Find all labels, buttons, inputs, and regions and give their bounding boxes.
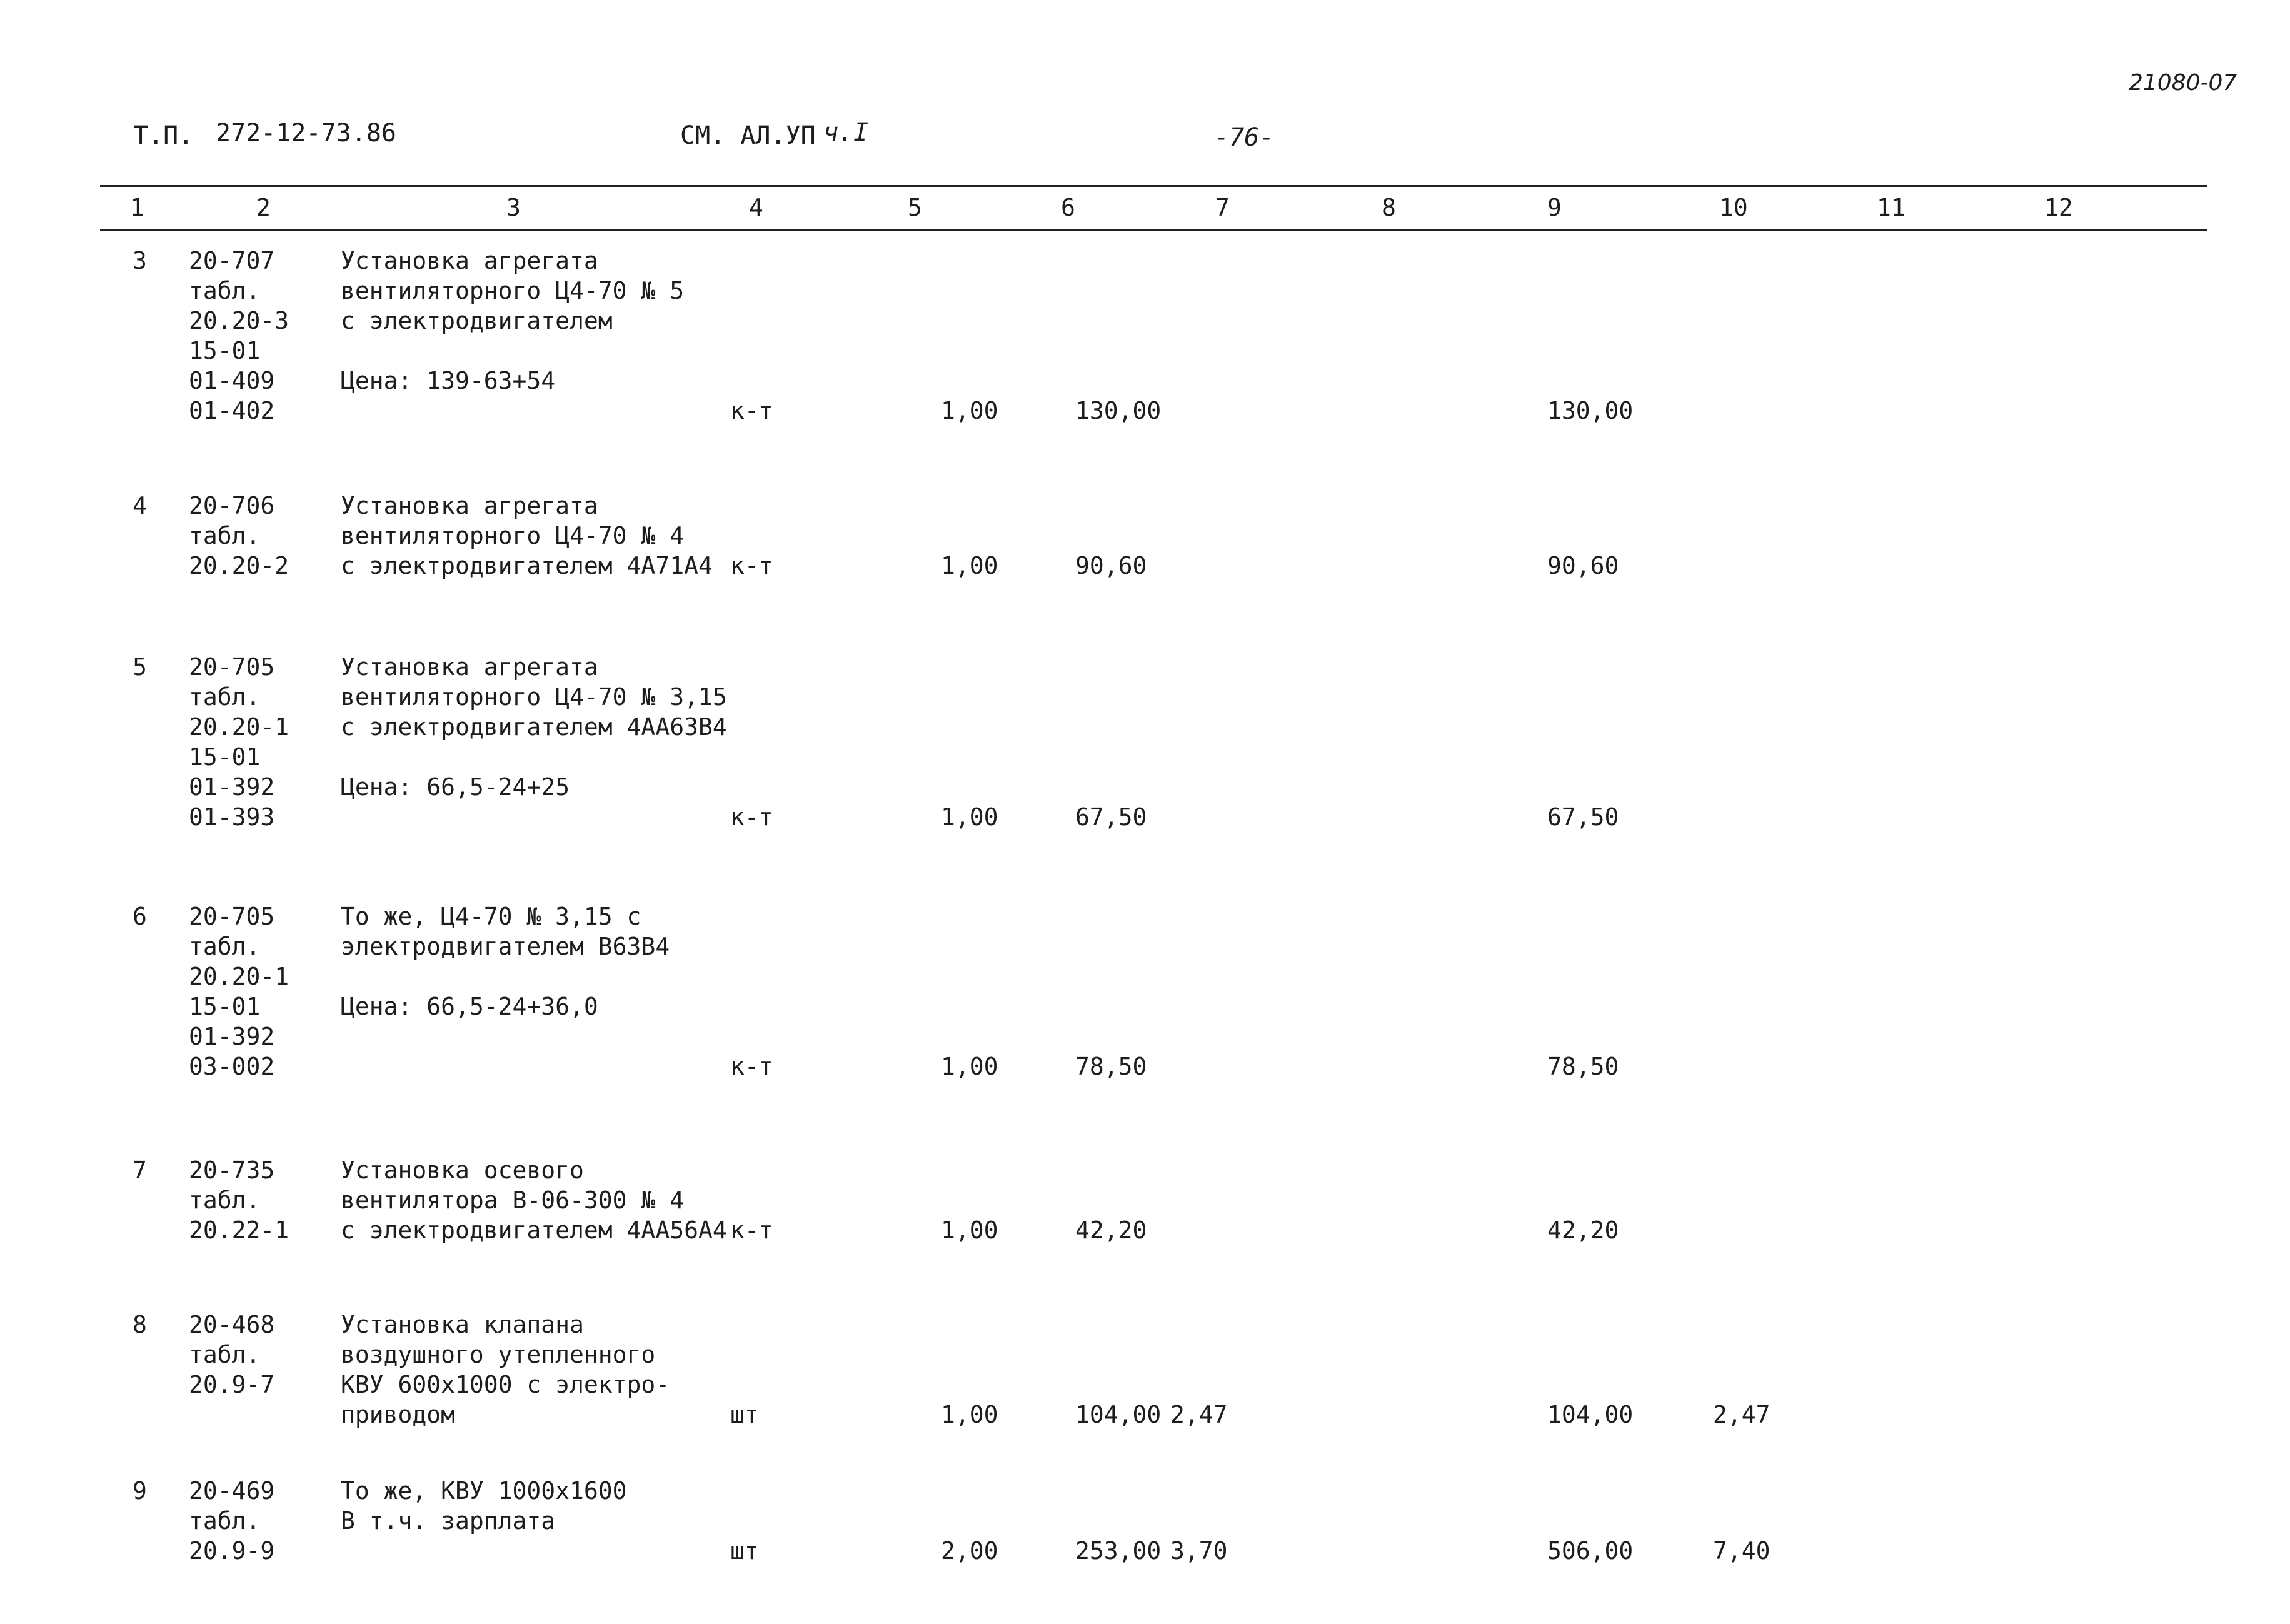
norm-code-line: 20.20-3 (189, 307, 289, 334)
total-cost-cell: 104,00 (1547, 1401, 1634, 1428)
column-number-7: 7 (1215, 194, 1230, 221)
norm-code-line: 15-01 (189, 993, 261, 1020)
norm-code-line: табл. (189, 522, 261, 549)
column-number-4: 4 (749, 194, 763, 221)
norm-code-line: 20-469 (189, 1477, 275, 1505)
norm-code-line: 01-409 (189, 367, 275, 394)
total-cost-cell: 78,50 (1547, 1053, 1619, 1080)
description-line: То же, КВУ 1000х1600 (341, 1477, 627, 1505)
column-number-2: 2 (256, 194, 271, 221)
description-line: воздушного утепленного (341, 1341, 656, 1368)
description-line: вентиляторного Ц4-70 № 5 (341, 277, 685, 304)
norm-code-line: табл. (189, 933, 261, 960)
norm-code-line: 20.9-9 (189, 1537, 275, 1565)
unit-cell: к-т (730, 1053, 773, 1080)
description-line: Установка агрегата (341, 653, 598, 681)
norm-code-line: 15-01 (189, 337, 261, 364)
norm-code-line: 20.20-1 (189, 963, 289, 990)
document-code: 21080-07 (2129, 70, 2237, 96)
norm-code-line: 20.20-1 (189, 713, 289, 741)
norm-code-line: 20-468 (189, 1311, 275, 1338)
row-number: 3 (133, 247, 147, 274)
column-number-3: 3 (506, 194, 521, 221)
norm-code-line: 01-393 (189, 803, 275, 831)
row-number: 9 (133, 1477, 147, 1505)
unit-cell: к-т (730, 397, 773, 424)
norm-code-line: табл. (189, 1341, 261, 1368)
description-line: КВУ 600х1000 с электро- (341, 1371, 670, 1398)
norm-code-line: табл. (189, 683, 261, 711)
total-cost-cell: 506,00 (1547, 1537, 1634, 1565)
unit-price-cell: 42,20 (1075, 1216, 1147, 1244)
unit-price-cell: 67,50 (1075, 803, 1147, 831)
description-line: вентилятора В-06-300 № 4 (341, 1186, 685, 1214)
unit-cell: к-т (730, 1216, 773, 1244)
unit-wage-cell: 3,70 (1170, 1537, 1228, 1565)
description-line: Установка клапана (341, 1311, 584, 1338)
tp-label: Т.П. (133, 121, 194, 150)
table-top-rule (100, 185, 2207, 187)
unit-cell: шт (730, 1401, 759, 1428)
total-wage-cell: 2,47 (1713, 1401, 1770, 1428)
description-line: Установка агрегата (341, 247, 598, 274)
norm-code-line: 20-707 (189, 247, 275, 274)
norm-code-line: 20-705 (189, 653, 275, 681)
unit-price-cell: 253,00 (1075, 1537, 1162, 1565)
norm-code-line: табл. (189, 1507, 261, 1535)
row-number: 5 (133, 653, 147, 681)
description-line: Цена: 66,5-24+36,0 (341, 993, 598, 1020)
column-number-5: 5 (908, 194, 922, 221)
quantity-cell: 1,00 (941, 552, 998, 579)
quantity-cell: 1,00 (941, 1053, 998, 1080)
norm-code-line: табл. (189, 1186, 261, 1214)
norm-code-line: 15-01 (189, 743, 261, 771)
unit-cell: к-т (730, 552, 773, 579)
description-line: Цена: 66,5-24+25 (341, 773, 570, 801)
unit-price-cell: 78,50 (1075, 1053, 1147, 1080)
quantity-cell: 1,00 (941, 397, 998, 424)
norm-code-line: 03-002 (189, 1053, 275, 1080)
row-number: 6 (133, 903, 147, 930)
norm-code-line: 20.9-7 (189, 1371, 275, 1398)
norm-code-line: 01-392 (189, 1023, 275, 1050)
norm-code-line: 20-706 (189, 492, 275, 519)
column-number-12: 12 (2044, 194, 2073, 221)
description-line: вентиляторного Ц4-70 № 3,15 (341, 683, 727, 711)
total-cost-cell: 130,00 (1547, 397, 1634, 424)
quantity-cell: 1,00 (941, 1401, 998, 1428)
description-line: с электродвигателем 4А71А4 (341, 552, 713, 579)
norm-code-line: табл. (189, 277, 261, 304)
unit-price-cell: 130,00 (1075, 397, 1162, 424)
column-number-8: 8 (1382, 194, 1396, 221)
total-cost-cell: 42,20 (1547, 1216, 1619, 1244)
album-part: ч.I (823, 118, 869, 147)
norm-code-line: 01-392 (189, 773, 275, 801)
column-number-11: 11 (1877, 194, 1906, 221)
norm-code-line: 20-705 (189, 903, 275, 930)
description-line: с электродвигателем 4АА56А4 (341, 1216, 727, 1244)
unit-price-cell: 90,60 (1075, 552, 1147, 579)
column-number-9: 9 (1547, 194, 1562, 221)
quantity-cell: 2,00 (941, 1537, 998, 1565)
norm-code-line: 01-402 (189, 397, 275, 424)
quantity-cell: 1,00 (941, 1216, 998, 1244)
norm-code-line: 20.20-2 (189, 552, 289, 579)
album-reference: СМ. АЛ.УП (680, 121, 816, 150)
tp-number: 272-12-73.86 (216, 119, 396, 148)
unit-price-cell: 104,00 (1075, 1401, 1162, 1428)
description-line: В т.ч. зарплата (341, 1507, 556, 1535)
description-line: Установка агрегата (341, 492, 598, 519)
norm-code-line: 20.22-1 (189, 1216, 289, 1244)
unit-wage-cell: 2,47 (1170, 1401, 1228, 1428)
quantity-cell: 1,00 (941, 803, 998, 831)
column-number-10: 10 (1719, 194, 1748, 221)
row-number: 8 (133, 1311, 147, 1338)
description-line: Цена: 139-63+54 (341, 367, 556, 394)
description-line: То же, Ц4-70 № 3,15 с (341, 903, 641, 930)
description-line: приводом (341, 1401, 456, 1428)
description-line: с электродвигателем (341, 307, 613, 334)
page-number: -76- (1214, 123, 1275, 152)
unit-cell: к-т (730, 803, 773, 831)
total-wage-cell: 7,40 (1713, 1537, 1770, 1565)
description-line: электродвигателем В63В4 (341, 933, 670, 960)
description-line: Установка осевого (341, 1156, 584, 1184)
table-header-rule (100, 229, 2207, 231)
column-number-1: 1 (130, 194, 144, 221)
description-line: с электродвигателем 4АА63В4 (341, 713, 727, 741)
description-line: вентиляторного Ц4-70 № 4 (341, 522, 685, 549)
row-number: 7 (133, 1156, 147, 1184)
norm-code-line: 20-735 (189, 1156, 275, 1184)
total-cost-cell: 67,50 (1547, 803, 1619, 831)
unit-cell: шт (730, 1537, 759, 1565)
total-cost-cell: 90,60 (1547, 552, 1619, 579)
column-number-6: 6 (1061, 194, 1075, 221)
row-number: 4 (133, 492, 147, 519)
